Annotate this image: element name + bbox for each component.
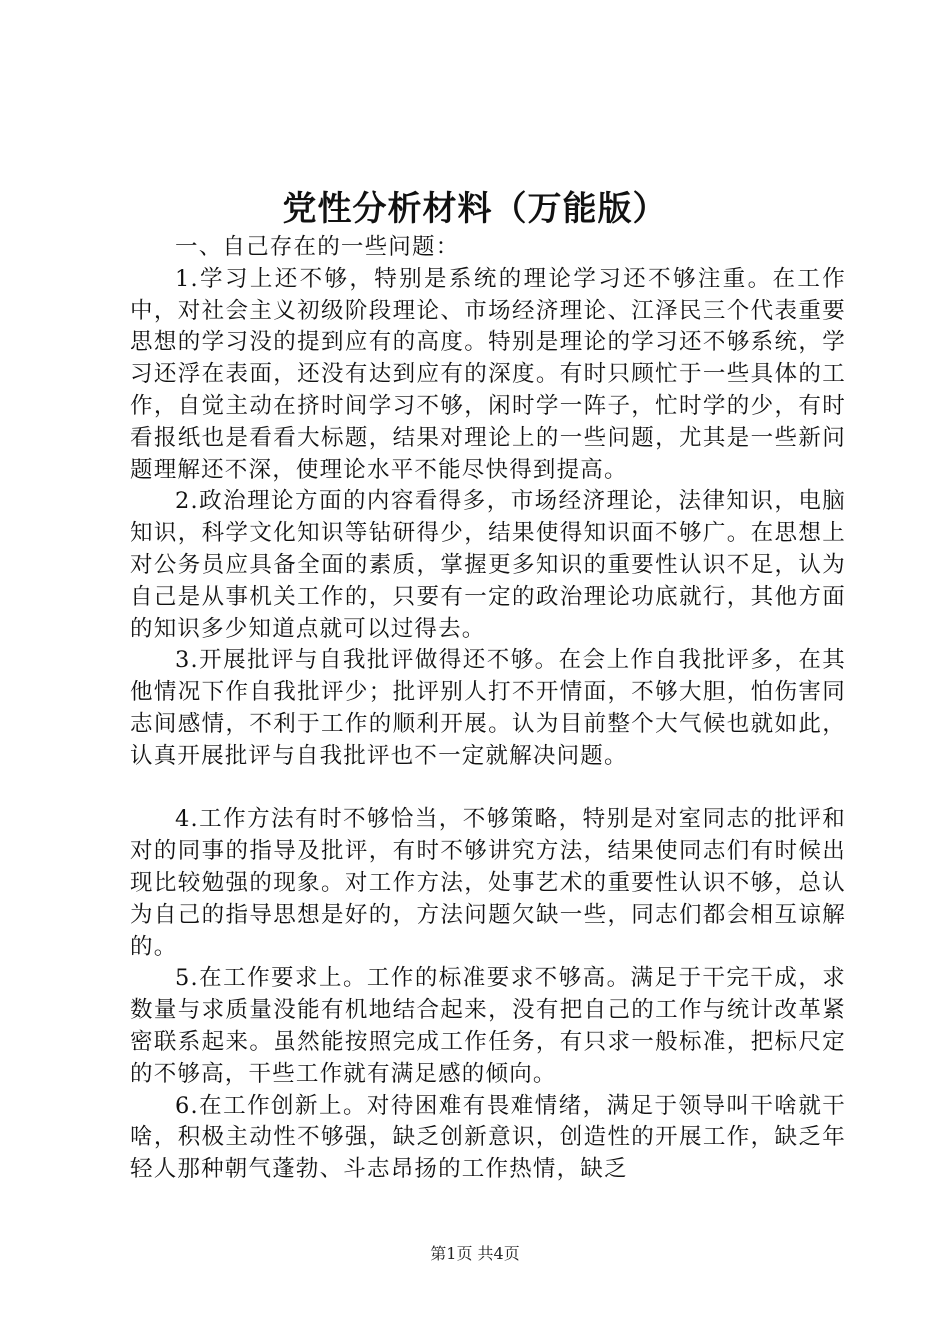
paragraph-1: 1.学习上还不够，特别是系统的理论学习还不够注重。在工作中，对社会主义初级阶段理论、市场经济理论、江泽民三个代表重要思想的学习没的提到应有的高度。特别是理论的学习还不够系统，学习还浮在表面，还没有达到应有的深度。有时只顾忙于一些具体的工作，自觉主动在挤时间学习不够，闲时学一阵子，忙时学的少，有时看报纸也是看看大标题，结果对理论上的一些问题，尤其是一些新问题理解还不深，使理论水平不能尽快得到提高。 bbox=[130, 265, 846, 483]
document-title: 党性分析材料（万能版） bbox=[282, 189, 668, 229]
paragraph-4: 4.工作方法有时不够恰当，不够策略，特别是对室同志的批评和对的同事的指导及批评，有时不够讲究方法，结果使同志们有时候出现比较勉强的现象。对工作方法，处事艺术的重要性认识不够，总认为自己的指导思想是好的，方法问题欠缺一些，同志们都会相互谅解的。 bbox=[130, 806, 846, 960]
paragraph-5: 5.在工作要求上。工作的标准要求不够高。满足于干完干成，求数量与求质量没能有机地结合起来，没有把自己的工作与统计改革紧密联系起来。虽然能按照完成工作任务，有只求一般标准，把标尺定的不够高，干些工作就有满足感的倾向。 bbox=[130, 965, 846, 1087]
paragraph-3: 3.开展批评与自我批评做得还不够。在会上作自我批评多，在其他情况下作自我批评少；批评别人打不开情面，不够大胆，怕伤害同志间感情，不利于工作的顺利开展。认为目前整个大气候也就如此，认真开展批评与自我批评也不一定就解决问题。 bbox=[130, 647, 846, 769]
paragraph-6: 6.在工作创新上。对待困难有畏难情绪，满足于领导叫干啥就干啥，积极主动性不够强，缺乏创新意识，创造性的开展工作，缺乏年轻人那种朝气蓬勃、斗志昂扬的工作热情，缺乏 bbox=[130, 1092, 846, 1183]
section-heading: 一、自己存在的一些问题： bbox=[175, 234, 460, 260]
paragraph-2: 2.政治理论方面的内容看得多，市场经济理论，法律知识，电脑知识，科学文化知识等钻研得少，结果使得知识面不够广。在思想上对公务员应具备全面的素质，掌握更多知识的重要性认识不足，认为自己是从事机关工作的，只要有一定的政治理论功底就行，其他方面的知识多少知道点就可以过得去。 bbox=[130, 488, 846, 642]
document-body bbox=[130, 232, 846, 1186]
page-footer: 第1页 共4页 bbox=[430, 1244, 520, 1263]
